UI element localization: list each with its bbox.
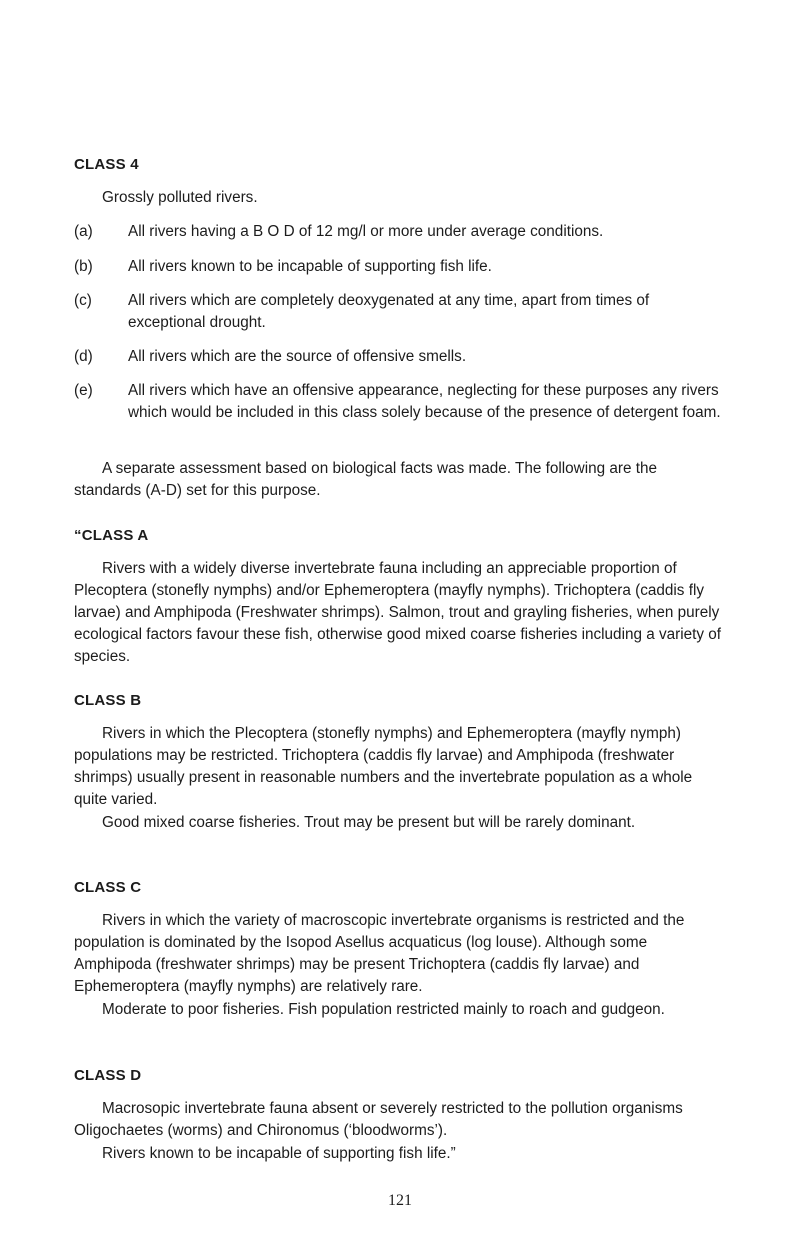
class-4-item-d — [74, 346, 726, 368]
class-4-item-e — [74, 380, 726, 424]
class-4-item-a — [74, 221, 726, 243]
class-4-item-b — [74, 256, 726, 278]
class-4-assessment: A separate assessment based on biological facts was made. The following are the standards (A-D) set for this purpose. — [74, 460, 657, 499]
item-text: All rivers known to be incapable of supporting fish life. — [128, 258, 492, 275]
class-b-paragraph-1: Rivers in which the Plecoptera (stonefly nymphs) and Ephemeroptera (mayfly nymph) populations may be restricted. Trichoptera (caddis fly larvae) and Amphipoda (freshwater shrimps) usually present in reasonable numbers and the invertebrate population as a whole quite varied. — [74, 725, 693, 808]
class-c-paragraph-2: Moderate to poor fisheries. Fish population restricted mainly to roach and gudgeon. — [102, 1001, 665, 1018]
class-d-paragraph-1: Macrosopic invertebrate fauna absent or severely restricted to the pollution organisms Oligochaetes (worms) and Chironomus (‘bloodworms’). — [74, 1100, 683, 1139]
item-text: All rivers having a B O D of 12 mg/l or more under average conditions. — [128, 223, 604, 240]
item-letter: (d) — [74, 348, 93, 365]
class-4-intro: Grossly polluted rivers. — [102, 189, 258, 206]
class-c-paragraph-1: Rivers in which the variety of macroscopic invertebrate organisms is restricted and the population is dominated by the Isopod Asellus acquaticus (log louse). Although some Amphipoda (freshwater shrimps) may be present Trichoptera (caddis fly larvae) and Ephemeroptera (mayfly nymphs) are relatively rare. — [74, 912, 685, 995]
class-c-heading: CLASS C — [74, 879, 142, 896]
item-text: All rivers which are the source of offensive smells. — [128, 348, 467, 365]
class-b-heading: CLASS B — [74, 692, 142, 709]
class-b-paragraph-2: Good mixed coarse fisheries. Trout may be present but will be rarely dominant. — [102, 814, 636, 831]
item-text: All rivers which have an offensive appearance, neglecting for these purposes any rivers which would be included in this class solely because of the presence of detergent foam. — [128, 382, 721, 421]
class-4-heading: CLASS 4 — [74, 156, 139, 173]
item-letter: (b) — [74, 258, 93, 275]
class-a-paragraph-1: Rivers with a widely diverse invertebrate fauna including an appreciable proportion of Plecoptera (stonefly nymphs) and/or Ephemeroptera (mayfly nymphs). Trichoptera (caddis fly larvae) and Amphipoda (Freshwater shrimps). Salmon, trout and grayling fisheries, when purely ecological factors favour these fish, otherwise good mixed coarse fisheries including a variety of species. — [74, 560, 722, 665]
item-letter: (c) — [74, 292, 92, 309]
item-text: All rivers which are completely deoxygenated at any time, apart from times of exceptional drought. — [128, 292, 650, 331]
class-a-heading: “CLASS A — [74, 527, 149, 544]
item-letter: (e) — [74, 382, 93, 399]
class-d-paragraph-2: Rivers known to be incapable of supporting fish life.” — [102, 1145, 456, 1162]
page-number: 121 — [388, 1192, 412, 1209]
class-4-item-c — [74, 290, 726, 334]
class-d-heading: CLASS D — [74, 1067, 142, 1084]
item-letter: (a) — [74, 223, 93, 240]
